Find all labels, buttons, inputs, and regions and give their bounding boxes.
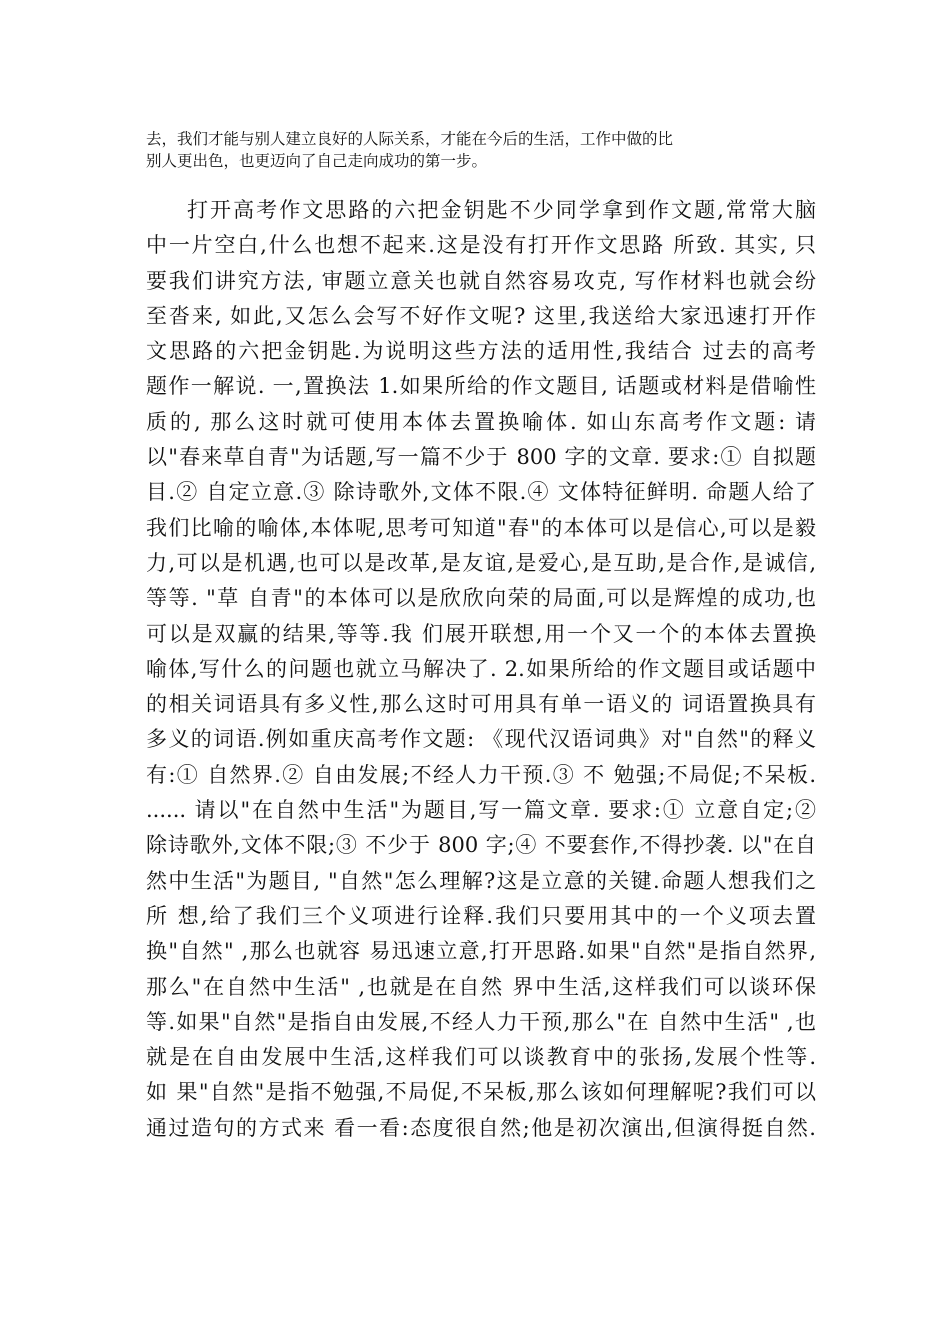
text-line: 中一片空白,什么也想不起来.这是没有打开作文思路 所致. 其实, 只	[146, 233, 816, 258]
text-line: 去，我们才能与别人建立良好的人际关系，才能在今后的生活，工作中做的比	[146, 130, 674, 148]
text-line: 文思路的六把金钥匙.为说明这些方法的适用性,我结合 过去的高考	[146, 339, 816, 364]
text-line: 喻体,写什么的问题也就立马解决了. 2.如果所给的作文题目或话题中	[146, 656, 816, 681]
text-line: ...... 请以"在自然中生活"为题目,写一篇文章. 要求:① 立意自定;②	[146, 798, 816, 823]
text-line: 打开高考作文思路的六把金钥匙不少同学拿到作文题,常常大脑	[187, 198, 816, 222]
text-line: 以"春来草自青"为话题,写一篇不少于 800 字的文章. 要求:① 自拟题	[146, 445, 816, 470]
text-line: 题作一解说. 一,置换法 1.如果所给的作文题目, 话题或材料是借喻性	[146, 374, 816, 399]
text-line: 然中生活"为题目, "自然"怎么理解?这是立意的关键.命题人想我们之	[146, 868, 816, 893]
text-line: 就是在自由发展中生活,这样我们可以谈教育中的张扬,发展个性等.	[146, 1045, 816, 1070]
paragraph-body	[146, 193, 816, 1146]
text-line: 目.② 自定立意.③ 除诗歌外,文体不限.④ 文体特征鲜明. 命题人给了	[146, 480, 816, 505]
paragraph-continuation	[146, 128, 810, 172]
text-line: 换"自然" ,那么也就容 易迅速立意,打开思路.如果"自然"是指自然界,	[146, 939, 816, 964]
text-line: 的相关词语具有多义性,那么这时可用具有单一语义的 词语置换具有	[146, 692, 816, 717]
text-line: 多义的词语.例如重庆高考作文题: 《现代汉语词典》对"自然"的释义	[146, 727, 816, 752]
text-line: 如 果"自然"是指不勉强,不局促,不呆板,那么该如何理解呢?我们可以	[146, 1080, 816, 1105]
text-line: 力,可以是机遇,也可以是改革,是友谊,是爱心,是互助,是合作,是诚信,	[146, 550, 816, 575]
text-line: 除诗歌外,文体不限;③ 不少于 800 字;④ 不要套作,不得抄袭. 以"在自	[146, 833, 816, 858]
text-line: 我们比喻的喻体,本体呢,思考可知道"春"的本体可以是信心,可以是毅	[146, 515, 816, 540]
text-line: 有:① 自然界.② 自由发展;不经人力干预.③ 不 勉强;不局促;不呆板.	[146, 762, 816, 787]
text-line: 别人更出色，也更迈向了自己走向成功的第一步。	[146, 152, 488, 170]
text-line: 质的, 那么这时就可使用本体去置换喻体. 如山东高考作文题: 请	[146, 409, 816, 434]
text-line: 等等. "草 自青"的本体可以是欣欣向荣的局面,可以是辉煌的成功,也	[146, 586, 816, 611]
text-line: 至沓来, 如此,又怎么会写不好作文呢? 这里,我送给大家迅速打开作	[146, 303, 816, 328]
text-line: 要我们讲究方法, 审题立意关也就自然容易攻克, 写作材料也就会纷	[146, 268, 816, 293]
text-line: 可以是双赢的结果,等等.我 们展开联想,用一个又一个的本体去置换	[146, 621, 816, 646]
text-line: 那么"在自然中生活" ,也就是在自然 界中生活,这样我们可以谈环保	[146, 974, 816, 999]
text-line: 通过造句的方式来 看一看:态度很自然;他是初次演出,但演得挺自然.	[146, 1115, 816, 1140]
text-line: 等.如果"自然"是指自由发展,不经人力干预,那么"在 自然中生活" ,也	[146, 1009, 816, 1034]
text-line: 所 想,给了我们三个义项进行诠释.我们只要用其中的一个义项去置	[146, 903, 816, 928]
